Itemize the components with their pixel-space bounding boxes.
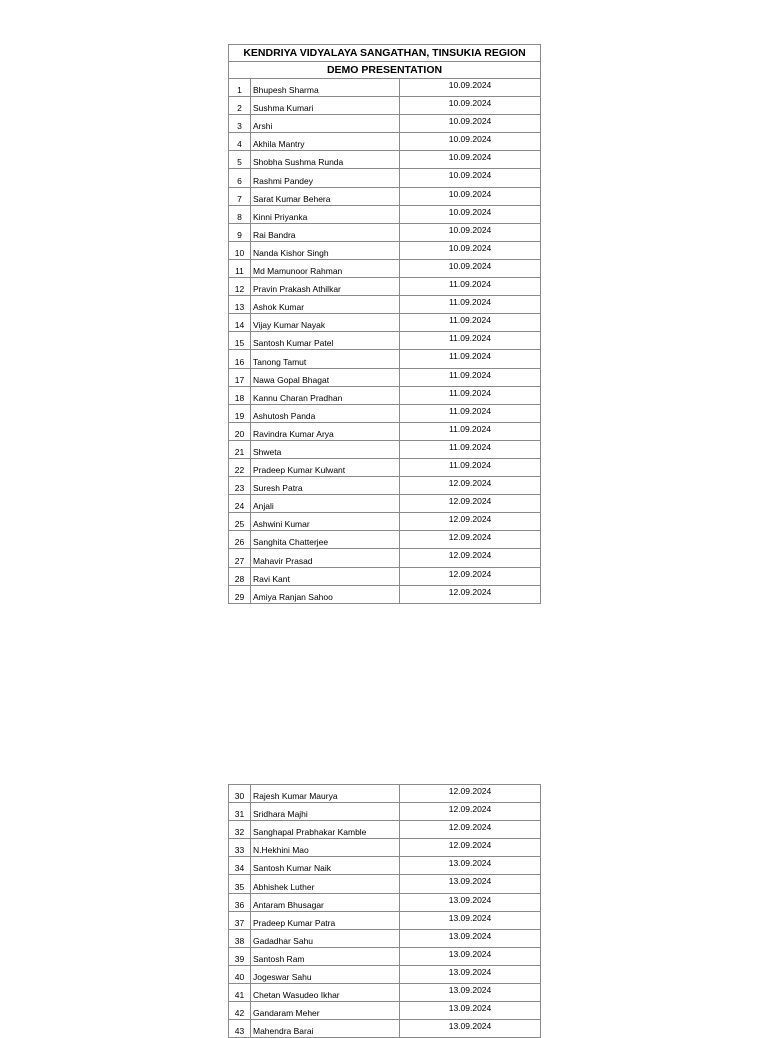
row-name: Antaram Bhusagar [251, 893, 400, 911]
row-date: 10.09.2024 [400, 187, 541, 205]
row-number: 22 [229, 458, 251, 476]
row-name: Chetan Wasudeo Ikhar [251, 984, 400, 1002]
row-number: 18 [229, 386, 251, 404]
row-name: Suresh Patra [251, 477, 400, 495]
row-date: 10.09.2024 [400, 259, 541, 277]
row-number: 28 [229, 567, 251, 585]
row-name: Mahendra Barai [251, 1020, 400, 1038]
row-number: 43 [229, 1020, 251, 1038]
row-name: Sushma Kumari [251, 97, 400, 115]
table-subtitle: DEMO PRESENTATION [229, 62, 541, 79]
table-row [229, 133, 541, 151]
row-date: 13.09.2024 [400, 911, 541, 929]
row-date: 12.09.2024 [400, 585, 541, 603]
row-number: 23 [229, 477, 251, 495]
table-row [229, 458, 541, 476]
table-row [229, 278, 541, 296]
row-date: 11.09.2024 [400, 386, 541, 404]
table-row [229, 350, 541, 368]
row-name: Kannu Charan Pradhan [251, 386, 400, 404]
table-row [229, 169, 541, 187]
table-row [229, 259, 541, 277]
row-name: Akhila Mantry [251, 133, 400, 151]
row-number: 39 [229, 947, 251, 965]
row-name: Santosh Kumar Patel [251, 332, 400, 350]
row-number: 40 [229, 965, 251, 983]
row-number: 3 [229, 115, 251, 133]
row-number: 13 [229, 296, 251, 314]
row-name: Santosh Ram [251, 947, 400, 965]
row-name: Shweta [251, 440, 400, 458]
table-row [229, 404, 541, 422]
row-number: 12 [229, 278, 251, 296]
row-name: Bhupesh Sharma [251, 79, 400, 97]
row-number: 34 [229, 857, 251, 875]
schedule-table-part-2 [228, 784, 541, 1038]
row-number: 30 [229, 785, 251, 803]
row-name: Santosh Kumar Naik [251, 857, 400, 875]
row-name: Nawa Gopal Bhagat [251, 368, 400, 386]
table-title: KENDRIYA VIDYALAYA SANGATHAN, TINSUKIA REGION [229, 45, 541, 62]
row-number: 2 [229, 97, 251, 115]
row-number: 8 [229, 205, 251, 223]
row-date: 10.09.2024 [400, 79, 541, 97]
row-name: Sridhara Majhi [251, 803, 400, 821]
table-row [229, 803, 541, 821]
row-name: Rashmi Pandey [251, 169, 400, 187]
table-row [229, 495, 541, 513]
table-row [229, 984, 541, 1002]
table-row [229, 929, 541, 947]
table-row [229, 1020, 541, 1038]
table-row [229, 549, 541, 567]
table-title-row [229, 45, 541, 62]
row-number: 14 [229, 314, 251, 332]
row-date: 11.09.2024 [400, 404, 541, 422]
row-number: 35 [229, 875, 251, 893]
row-number: 26 [229, 531, 251, 549]
row-date: 12.09.2024 [400, 495, 541, 513]
row-date: 13.09.2024 [400, 857, 541, 875]
row-name: Pravin Prakash Athilkar [251, 278, 400, 296]
row-number: 20 [229, 422, 251, 440]
row-date: 11.09.2024 [400, 314, 541, 332]
table-row [229, 187, 541, 205]
table-row [229, 296, 541, 314]
row-number: 42 [229, 1002, 251, 1020]
row-name: Nanda Kishor Singh [251, 241, 400, 259]
row-date: 12.09.2024 [400, 567, 541, 585]
row-date: 13.09.2024 [400, 947, 541, 965]
row-date: 10.09.2024 [400, 133, 541, 151]
row-name: Pradeep Kumar Kulwant [251, 458, 400, 476]
table-row [229, 947, 541, 965]
table-row [229, 531, 541, 549]
table-row [229, 241, 541, 259]
table-row [229, 115, 541, 133]
table-row [229, 893, 541, 911]
row-name: Ravindra Kumar Arya [251, 422, 400, 440]
table-row [229, 79, 541, 97]
table-row [229, 386, 541, 404]
table-row [229, 368, 541, 386]
row-name: Jogeswar Sahu [251, 965, 400, 983]
row-number: 38 [229, 929, 251, 947]
row-date: 12.09.2024 [400, 531, 541, 549]
row-number: 4 [229, 133, 251, 151]
row-number: 6 [229, 169, 251, 187]
row-date: 11.09.2024 [400, 440, 541, 458]
row-name: Pradeep Kumar Patra [251, 911, 400, 929]
row-name: Sanghapal Prabhakar Kamble [251, 821, 400, 839]
row-number: 31 [229, 803, 251, 821]
table-row [229, 205, 541, 223]
row-name: Mahavir Prasad [251, 549, 400, 567]
row-date: 12.09.2024 [400, 785, 541, 803]
row-number: 21 [229, 440, 251, 458]
row-number: 41 [229, 984, 251, 1002]
row-date: 10.09.2024 [400, 205, 541, 223]
row-date: 13.09.2024 [400, 875, 541, 893]
row-number: 27 [229, 549, 251, 567]
table-row [229, 151, 541, 169]
table-row [229, 314, 541, 332]
row-number: 32 [229, 821, 251, 839]
row-name: Ashutosh Panda [251, 404, 400, 422]
row-date: 12.09.2024 [400, 549, 541, 567]
table-row [229, 821, 541, 839]
row-date: 10.09.2024 [400, 223, 541, 241]
row-name: Sarat Kumar Behera [251, 187, 400, 205]
table-row [229, 785, 541, 803]
table-row [229, 839, 541, 857]
row-number: 11 [229, 259, 251, 277]
row-date: 12.09.2024 [400, 839, 541, 857]
table-subtitle-row [229, 62, 541, 79]
row-name: Kinni Priyanka [251, 205, 400, 223]
row-name: Ravi Kant [251, 567, 400, 585]
table-row [229, 911, 541, 929]
row-date: 13.09.2024 [400, 984, 541, 1002]
row-name: Md Mamunoor Rahman [251, 259, 400, 277]
row-date: 10.09.2024 [400, 241, 541, 259]
row-name: Rajesh Kumar Maurya [251, 785, 400, 803]
row-date: 12.09.2024 [400, 477, 541, 495]
row-number: 33 [229, 839, 251, 857]
table-row [229, 440, 541, 458]
row-date: 10.09.2024 [400, 115, 541, 133]
row-number: 9 [229, 223, 251, 241]
row-name: Abhishek Luther [251, 875, 400, 893]
row-number: 16 [229, 350, 251, 368]
row-number: 25 [229, 513, 251, 531]
table-row [229, 332, 541, 350]
row-date: 13.09.2024 [400, 1002, 541, 1020]
row-date: 11.09.2024 [400, 332, 541, 350]
table-row [229, 857, 541, 875]
row-name: Tanong Tamut [251, 350, 400, 368]
table-row [229, 513, 541, 531]
row-number: 29 [229, 585, 251, 603]
row-name: Vijay Kumar Nayak [251, 314, 400, 332]
row-date: 13.09.2024 [400, 929, 541, 947]
row-date: 12.09.2024 [400, 821, 541, 839]
row-number: 37 [229, 911, 251, 929]
row-date: 10.09.2024 [400, 151, 541, 169]
row-name: Anjali [251, 495, 400, 513]
row-name: N.Hekhini Mao [251, 839, 400, 857]
row-name: Amiya Ranjan Sahoo [251, 585, 400, 603]
row-number: 36 [229, 893, 251, 911]
row-date: 11.09.2024 [400, 368, 541, 386]
row-date: 12.09.2024 [400, 513, 541, 531]
table-row [229, 477, 541, 495]
row-date: 11.09.2024 [400, 458, 541, 476]
row-date: 11.09.2024 [400, 278, 541, 296]
row-name: Ashwini Kumar [251, 513, 400, 531]
row-name: Ashok Kumar [251, 296, 400, 314]
row-date: 11.09.2024 [400, 350, 541, 368]
row-name: Rai Bandra [251, 223, 400, 241]
table-row [229, 223, 541, 241]
table-row [229, 97, 541, 115]
row-number: 24 [229, 495, 251, 513]
row-name: Gandaram Meher [251, 1002, 400, 1020]
row-date: 11.09.2024 [400, 296, 541, 314]
table-row [229, 965, 541, 983]
row-date: 10.09.2024 [400, 97, 541, 115]
table-row [229, 567, 541, 585]
row-number: 7 [229, 187, 251, 205]
row-date: 10.09.2024 [400, 169, 541, 187]
table-row [229, 585, 541, 603]
row-date: 11.09.2024 [400, 422, 541, 440]
table-row [229, 875, 541, 893]
row-date: 13.09.2024 [400, 1020, 541, 1038]
table-row [229, 1002, 541, 1020]
row-name: Sanghita Chatterjee [251, 531, 400, 549]
row-date: 13.09.2024 [400, 965, 541, 983]
row-number: 5 [229, 151, 251, 169]
row-date: 13.09.2024 [400, 893, 541, 911]
schedule-table-part-1 [228, 44, 541, 604]
row-name: Shobha Sushma Runda [251, 151, 400, 169]
row-date: 12.09.2024 [400, 803, 541, 821]
row-name: Arshi [251, 115, 400, 133]
row-number: 19 [229, 404, 251, 422]
row-number: 10 [229, 241, 251, 259]
table-row [229, 422, 541, 440]
row-number: 15 [229, 332, 251, 350]
row-number: 17 [229, 368, 251, 386]
row-number: 1 [229, 79, 251, 97]
row-name: Gadadhar Sahu [251, 929, 400, 947]
